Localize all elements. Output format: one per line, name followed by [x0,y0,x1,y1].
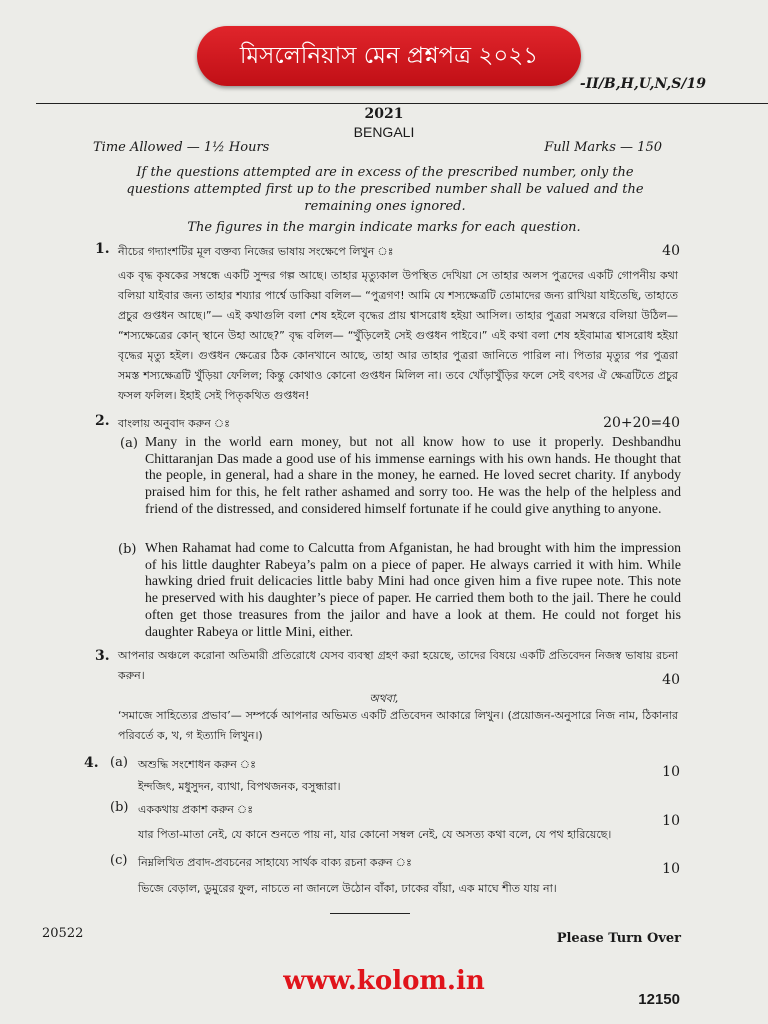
question-3-alternative: ‘সমাজে সাহিত্যের প্রভাব’— সম্পর্কে আপনার অভিমত একটি প্রতিবেদন আকারে লিখুন। (প্রয়োজন-অনুসারে নিজ নাম, ঠিকানার পরিবর্তে ক, খ, গ ইত্যাদি লিখুন।) [118,709,678,742]
end-rule [330,913,410,914]
title-banner: মিসলেনিয়াস মেন প্রশ্নপত্র ২০২১ [197,26,581,86]
question-3-number: 3. [95,648,110,664]
question-4c-proverbs: ভিজে বেড়াল, ডুমুরের ফুল, নাচতে না জানলে উঠোন বাঁকা, ঢাকের বাঁয়া, এক মাঘে শীত যায় না। [138,882,557,895]
question-4a-words: ইন্দজিৎ, মধুসুদন, ব্যাথা, বিপথজনক, বসুন্ধারা। [138,780,341,793]
question-4c-marks: 10 [662,861,680,877]
exam-year: 2021 [364,106,404,122]
question-2-number: 2. [95,413,110,429]
question-4c-label: (c) [110,853,128,868]
question-1-number: 1. [95,241,110,257]
question-4b-phrases: যার পিতা-মাতা নেই, যে কানে শুনতে পায় না, যার কোনো সম্বল নেই, যে অসত্য কথা বলে, যে পথ হারিয়েছে। [138,828,612,841]
question-4b-marks: 10 [662,813,680,829]
please-turn-over: Please Turn Over [556,931,681,946]
footer-code: 20522 [42,926,84,941]
question-4c-heading: নিম্নলিখিত প্রবাদ-প্রবচনের সাহায্যে সার্থক বাক্য রচনা করুন ঃ [138,856,412,869]
full-marks: Full Marks — 150 [544,140,662,155]
question-2a-passage: Many in the world earn money, but not all know how to use it properly. Deshbandhu Chittaranjan Das made a good use of his immense earnings with his own hands. He thought that the people, in general, had a share in the money, he earned. He loved secret charity. If anybody praised him for this, he felt rather ashamed and sorry too. He was the help of the helpless and friend of the distressed, and considered himself fortunate if he could give anything to anyone. [145,434,681,516]
instruction-margin: The figures in the margin indicate marks for each question. [187,220,581,235]
question-2a-label: (a) [120,436,138,451]
question-2-heading: বাংলায় অনুবাদ করুন ঃ [118,417,231,430]
question-1-passage: এক বৃদ্ধ কৃষকের সম্বন্ধে একটি সুন্দর গল্প আছে। তাহার মৃত্যুকাল উপস্থিত দেখিয়া সে তাহার অলস পুত্রদের একটি গোপনীয় কথা বলিয়া যাইবার জন্য তাহার শয্যার পার্শ্বে ডাকিয়া বলিল— “পুত্রগণ! আমি যে শস্যক্ষেত্রটি তোমাদের জন্য রাখিয়া যাইতেছি, তাহাতে প্রচুর গুপ্তধন আছে।”— এই কথাগুলি বলা শেষ হইলে বৃদ্ধের প্রায় শ্বাসরোধ হইয়া আসিল। তাহার পুত্ররা সমস্বরে বলিয়া উঠিল— “শস্যক্ষেত্রের কোন্ স্থানে উহা আছে?” বৃদ্ধ বলিল— “খুঁড়িলেই সেই গুপ্তধন পাইবে।” এই কথা বলা শেষ হইবামাত্র শ্বাসরোধ হইয়া বৃদ্ধের মৃত্যু হইল। গুপ্তধন ক্ষেত্রের ঠিক কোনখানে আছে, তাহা আর তাহার পুত্ররা জানিতে পারিল না। পিতার মৃত্যুর পর পুত্ররা সমস্ত শস্যক্ষেত্রটি খুঁড়িয়া ফেলিল; কিন্তু কোথাও কোনো গুপ্তধন মিলিল না। তবে খোঁড়াখুঁড়ির ফলে সেই বৎসর ঐ ক্ষেত্রটিতে প্রচুর ফসল ফলিল। ইহাই সেই পিতৃকথিত গুপ্তধন! [118,269,678,402]
time-allowed: Time Allowed — 1½ Hours [93,140,270,155]
question-3-or: অথবা, [369,692,399,705]
page-code: 12150 [638,991,680,1008]
paper-code: -II/B,H,U,N,S/19 [579,76,706,92]
question-4a-heading: অশুদ্ধি সংশোধন করুন ঃ [138,758,256,771]
question-2b-label: (b) [118,542,137,557]
question-4b-label: (b) [110,800,129,815]
question-1-heading: নীচের গদ্যাংশটির মূল বক্তব্য নিজের ভাষায় সংক্ষেপে লিখুন ঃ [118,245,394,258]
question-4a-label: (a) [110,755,128,770]
website-link[interactable]: www.kolom.in [283,966,485,996]
question-2-marks: 20+20=40 [603,415,680,431]
question-2b-passage: When Rahamat had come to Calcutta from Afganistan, he had brought with him the impression of his little daughter Rabeya’s palm on a piece of paper. He always carried it with him. While hawking dried fruit delicacies little baby Mini had once given him a five rupee note. This note he preserved with his daughter’s piece of paper. He carried them both to the jail. There he could often get those treasures from the jailor and have a look at them. He could not forget his daughter Rabeya or little Mini, either. [145,540,681,639]
question-3-marks: 40 [662,672,680,688]
question-1-marks: 40 [662,243,680,259]
question-3-text: আপনার অঞ্চলে করোনা অতিমারী প্রতিরোধে যেসব ব্যবস্থা গ্রহণ করা হয়েছে, তাদের বিষয়ে একটি প্রতিবেদন নিজস্ব ভাষায় রচনা করুন। [118,649,678,682]
header-rule [36,103,768,104]
question-4b-heading: এককথায় প্রকাশ করুন ঃ [138,803,254,816]
question-4-number: 4. [84,755,99,771]
instruction-excess: If the questions attempted are in excess of the prescribed number, only the questions attempted first up to the prescribed number shall be valued and the remaining ones ignored. [126,165,644,214]
question-4a-marks: 10 [662,764,680,780]
exam-subject: BENGALI [353,124,415,140]
